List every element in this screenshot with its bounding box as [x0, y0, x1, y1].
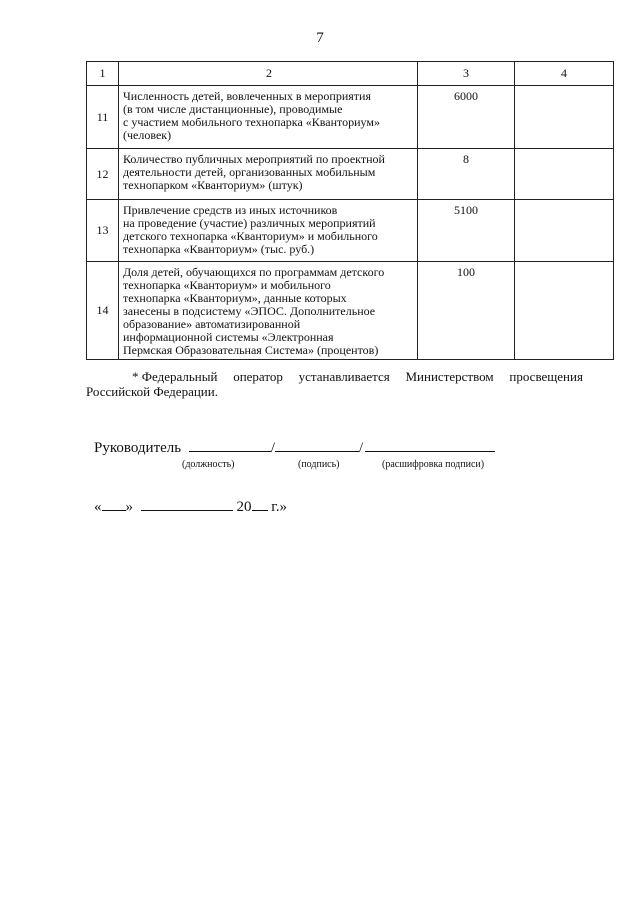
description-line: технопарка «Кванториум», данные которых	[123, 291, 347, 305]
footnote-word: просвещения	[509, 369, 583, 384]
header-cell-3: 3	[418, 62, 515, 86]
value-text: 8	[463, 152, 469, 166]
year-prefix: 20	[236, 499, 252, 515]
footnote-word: Министерством	[405, 369, 494, 384]
description-line: образование» автоматизированной	[123, 317, 301, 331]
footnote	[86, 369, 583, 399]
description-line: (человек)	[123, 128, 172, 142]
description-line: занесены в подсистему «ЭПОС. Дополнительное	[123, 304, 376, 318]
description-line: на проведение (участие) различных мероприятий	[123, 216, 376, 230]
row-extra	[515, 86, 614, 149]
description-line: Численность детей, вовлеченных в мероприятия	[123, 89, 371, 103]
page-number: 7	[316, 30, 324, 46]
caption-decoding: (расшифровка подписи)	[382, 459, 485, 470]
date-open-quote: «	[94, 499, 102, 515]
row-description	[119, 200, 418, 262]
date-close-quote: »	[125, 499, 133, 515]
row-description	[119, 86, 418, 149]
description-line: с участием мобильного технопарка «Кванториум»	[123, 115, 380, 129]
header-cell-2: 2	[119, 62, 418, 86]
description-line: технопарком «Кванториум» (штук)	[123, 178, 303, 192]
row-description	[119, 262, 418, 360]
date-line	[94, 496, 287, 516]
separator: /	[359, 440, 364, 456]
row-value	[418, 86, 515, 149]
separator: /	[270, 440, 276, 456]
footnote-word: * Федеральный	[132, 369, 218, 384]
position-field[interactable]	[189, 437, 271, 452]
signature-block	[94, 437, 495, 457]
caption-position: (должность)	[182, 459, 235, 470]
description-line: Доля детей, обучающихся по программам детского	[123, 265, 385, 279]
signature-field[interactable]	[275, 437, 359, 452]
header-cell-1: 1	[87, 62, 119, 86]
year-suffix: г.»	[271, 499, 287, 515]
value-text: 100	[457, 265, 475, 279]
row-extra	[515, 262, 614, 360]
table-header-row	[87, 62, 614, 86]
month-field[interactable]	[141, 496, 233, 511]
row-extra	[515, 149, 614, 200]
footnote-word: устанавливается	[298, 369, 390, 384]
description-line: Количество публичных мероприятий по проектной	[123, 152, 385, 166]
row-number: 14	[87, 262, 119, 360]
description-line: Привлечение средств из иных источников	[123, 203, 338, 217]
value-text: 6000	[454, 89, 478, 103]
description-line: деятельности детей, организованных мобильным	[123, 165, 376, 179]
row-number: 13	[87, 200, 119, 262]
table-row	[87, 149, 614, 200]
table-row	[87, 262, 614, 360]
row-number: 11	[87, 86, 119, 149]
value-text: 5100	[454, 203, 478, 217]
footnote-line-1	[86, 369, 583, 384]
footnote-line-2: Российской Федерации.	[86, 384, 218, 399]
year-field[interactable]	[252, 496, 268, 511]
indicators-table	[86, 61, 614, 360]
row-description	[119, 149, 418, 200]
name-field[interactable]	[365, 437, 495, 452]
row-number: 12	[87, 149, 119, 200]
description-line: (в том числе дистанционные), проводимые	[123, 102, 343, 116]
row-extra	[515, 200, 614, 262]
description-line: технопарка «Кванториум» и мобильного	[123, 278, 331, 292]
header-cell-4: 4	[515, 62, 614, 86]
description-line: информационной системы «Электронная	[123, 330, 334, 344]
description-line: детского технопарка «Кванториум» и мобильного	[123, 229, 378, 243]
caption-signature: (подпись)	[298, 459, 340, 470]
day-field[interactable]	[102, 496, 126, 511]
table-row	[87, 86, 614, 149]
row-value	[418, 200, 515, 262]
description-line: Пермская Образовательная Система» (процентов)	[123, 343, 379, 357]
signature-label: Руководитель	[94, 440, 182, 456]
description-line: технопарка «Кванториум» (тыс. руб.)	[123, 242, 315, 256]
row-value	[418, 149, 515, 200]
footnote-word: оператор	[233, 369, 283, 384]
table-row	[87, 200, 614, 262]
row-value	[418, 262, 515, 360]
